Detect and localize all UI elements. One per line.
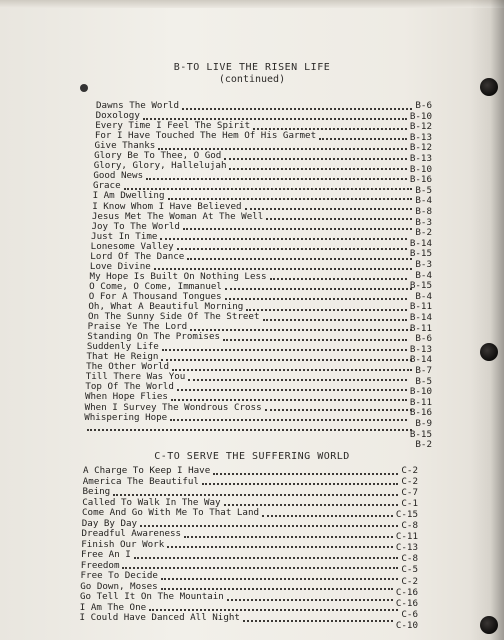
entry-code: B-3 bbox=[415, 216, 432, 228]
entry-title: I Know Whom I Have Believed bbox=[92, 200, 242, 212]
entry-code: B-2 bbox=[415, 439, 432, 451]
entry-title: When Hope Flies bbox=[84, 391, 168, 403]
entry-title: Glory, Glory, Hallelujah bbox=[93, 160, 227, 172]
entry-code: C-13 bbox=[395, 542, 418, 554]
entry-title: Till There Was You bbox=[85, 371, 186, 383]
entry-code: B-11 bbox=[409, 396, 432, 408]
entry-code: B-8 bbox=[415, 206, 432, 217]
entry-title: Grace bbox=[92, 180, 121, 192]
entry-code: B-13 bbox=[409, 343, 432, 355]
entry-code: B-10 bbox=[409, 163, 432, 175]
entry-title: Give Thanks bbox=[94, 140, 156, 152]
entry-title: The Other World bbox=[86, 361, 170, 373]
entry-code: B-4 bbox=[415, 269, 432, 281]
dot-leader bbox=[224, 504, 399, 506]
dot-leader bbox=[161, 588, 393, 590]
entry-title: Love Divine bbox=[89, 260, 151, 272]
entry-code: B-11 bbox=[409, 301, 432, 313]
dot-leader bbox=[213, 473, 398, 475]
entry-code: B-16 bbox=[409, 407, 432, 419]
entry-code: C-6 bbox=[401, 608, 418, 620]
dot-leader bbox=[161, 578, 398, 580]
entry-code: B-6 bbox=[415, 100, 432, 111]
entry-title: Every Time I Feel The Spirit bbox=[95, 120, 251, 132]
entry-code: B-14 bbox=[409, 312, 432, 323]
entry-title: Oh, What A Beautiful Morning bbox=[88, 301, 244, 312]
entry-code: B-11 bbox=[409, 322, 432, 334]
section-c-title: C-TO SERVE THE SUFFERING WORLD bbox=[154, 451, 350, 462]
list-item bbox=[82, 497, 418, 508]
binder-hole-icon bbox=[480, 616, 498, 634]
dot-leader bbox=[87, 429, 413, 431]
entry-code: B-15 bbox=[409, 248, 432, 260]
list-item bbox=[81, 549, 418, 565]
entry-code: B-14 bbox=[409, 237, 432, 249]
entry-title: Called To Walk In The Way bbox=[82, 496, 221, 508]
entry-code: B-16 bbox=[409, 174, 432, 186]
entry-title: I Am Dwelling bbox=[92, 190, 165, 202]
ink-spot bbox=[80, 84, 88, 92]
entry-code: C-8 bbox=[401, 520, 418, 532]
entry-code: B-5 bbox=[415, 375, 432, 387]
entry-code: B-15 bbox=[409, 428, 432, 440]
entry-title: My Hope Is Built On Nothing Less bbox=[89, 270, 267, 282]
dot-leader bbox=[122, 567, 398, 569]
dot-leader bbox=[262, 515, 393, 517]
entry-title: That He Reign bbox=[86, 351, 159, 363]
entry-code: B-2 bbox=[415, 227, 432, 239]
entry-code: C-2 bbox=[401, 476, 418, 488]
entry-title: Go Down, Moses bbox=[80, 580, 158, 592]
entry-code: C-16 bbox=[395, 586, 418, 598]
list-item bbox=[82, 507, 418, 521]
entry-code: C-5 bbox=[401, 564, 418, 576]
entry-title: Jesus Met The Woman At The Well bbox=[91, 210, 264, 222]
dot-leader bbox=[149, 609, 398, 611]
entry-code: C-15 bbox=[395, 509, 418, 521]
entry-title: I Could Have Danced All Night bbox=[79, 612, 240, 623]
entry-code: B-13 bbox=[409, 153, 432, 164]
entry-title: For I Have Touched The Hem Of His Garmet bbox=[94, 130, 317, 142]
entry-title: Top Of The World bbox=[85, 381, 174, 393]
page-top-edge bbox=[0, 0, 504, 8]
list-item bbox=[83, 486, 419, 497]
entry-code: B-3 bbox=[415, 259, 432, 270]
list-item bbox=[83, 476, 418, 487]
entry-code: C-1 bbox=[401, 498, 418, 510]
entry-title: America The Beautiful bbox=[82, 475, 199, 487]
section-b-subtitle: (continued) bbox=[218, 74, 286, 85]
dot-leader bbox=[140, 525, 398, 527]
entry-title: Day By Day bbox=[81, 517, 138, 529]
entry-title: Doxology bbox=[95, 110, 140, 122]
entry-title: Being bbox=[82, 486, 111, 497]
entry-title: Free An I bbox=[81, 549, 131, 560]
entry-title: O Come, O Come, Immanuel bbox=[89, 280, 222, 292]
dot-leader bbox=[113, 494, 398, 496]
entry-code: B-7 bbox=[415, 365, 432, 376]
entry-title: Dawns The World bbox=[96, 100, 179, 111]
entry-code: C-10 bbox=[395, 619, 418, 631]
entry-code: B-9 bbox=[415, 418, 432, 429]
entry-code: B-5 bbox=[415, 184, 432, 196]
entry-code: B-10 bbox=[409, 386, 432, 398]
dot-leader bbox=[134, 557, 399, 559]
entry-code: C-8 bbox=[401, 553, 418, 565]
entry-title: Lord Of The Dance bbox=[90, 250, 185, 262]
entry-title: Dreadful Awareness bbox=[81, 528, 182, 539]
entry-title: Glory Be To Thee, O God bbox=[94, 150, 222, 162]
entry-code: B-13 bbox=[409, 131, 432, 143]
list-item bbox=[81, 538, 418, 554]
binder-hole-icon bbox=[480, 343, 498, 361]
list-item bbox=[81, 517, 418, 532]
entry-code: C-7 bbox=[401, 487, 418, 499]
entry-title: A Charge To Keep I Have bbox=[83, 465, 211, 476]
list-item bbox=[81, 528, 419, 543]
entry-title: Good News bbox=[93, 170, 144, 182]
entry-title: Praise Ye The Lord bbox=[87, 321, 188, 333]
entry-code: C-2 bbox=[401, 575, 418, 587]
entry-code: B-4 bbox=[415, 290, 432, 302]
entry-title: O For A Thousand Tongues bbox=[88, 290, 222, 302]
entry-title: Finish Our Work bbox=[81, 538, 165, 550]
dot-leader bbox=[243, 620, 393, 622]
entry-title: I Am The One bbox=[79, 601, 147, 613]
entry-code: C-16 bbox=[395, 597, 418, 609]
list-item bbox=[83, 465, 418, 476]
entry-code: B-15 bbox=[409, 280, 432, 292]
dot-leader bbox=[202, 483, 398, 485]
entry-title: Just In Time bbox=[91, 230, 158, 242]
section-b-title: B-TO LIVE THE RISEN LIFE bbox=[173, 62, 331, 73]
entry-title: When I Survey The Wondrous Cross bbox=[84, 401, 262, 413]
entry-code: B-10 bbox=[409, 110, 432, 122]
dot-leader bbox=[184, 536, 393, 538]
entry-title: Go Tell It On The Mountain bbox=[80, 591, 224, 602]
entry-title: Lonesome Valley bbox=[90, 240, 174, 252]
entry-title: Freedom bbox=[80, 559, 120, 571]
entry-title: On The Sunny Side Of The Street bbox=[88, 311, 260, 323]
entry-code: B-4 bbox=[415, 195, 432, 207]
entry-title: Whispering Hope bbox=[84, 411, 168, 423]
entry-title: Suddenly Life bbox=[86, 341, 159, 353]
entry-code: C-11 bbox=[395, 531, 418, 543]
list-item bbox=[79, 612, 419, 631]
entry-code: B-14 bbox=[409, 354, 432, 366]
entry-title: Joy To The World bbox=[91, 220, 180, 232]
entry-code: B-12 bbox=[409, 142, 432, 154]
binder-edge bbox=[470, 0, 504, 640]
dot-leader bbox=[227, 599, 393, 601]
entry-title: Free To Decide bbox=[80, 570, 158, 581]
entry-title: Standing On The Promises bbox=[87, 331, 221, 343]
entry-code: B-6 bbox=[415, 333, 432, 345]
entry-code: B-12 bbox=[409, 121, 432, 133]
entry-title: Come And Go With Me To That Land bbox=[82, 507, 260, 518]
entry-code: C-2 bbox=[401, 465, 418, 476]
dot-leader bbox=[167, 546, 393, 548]
